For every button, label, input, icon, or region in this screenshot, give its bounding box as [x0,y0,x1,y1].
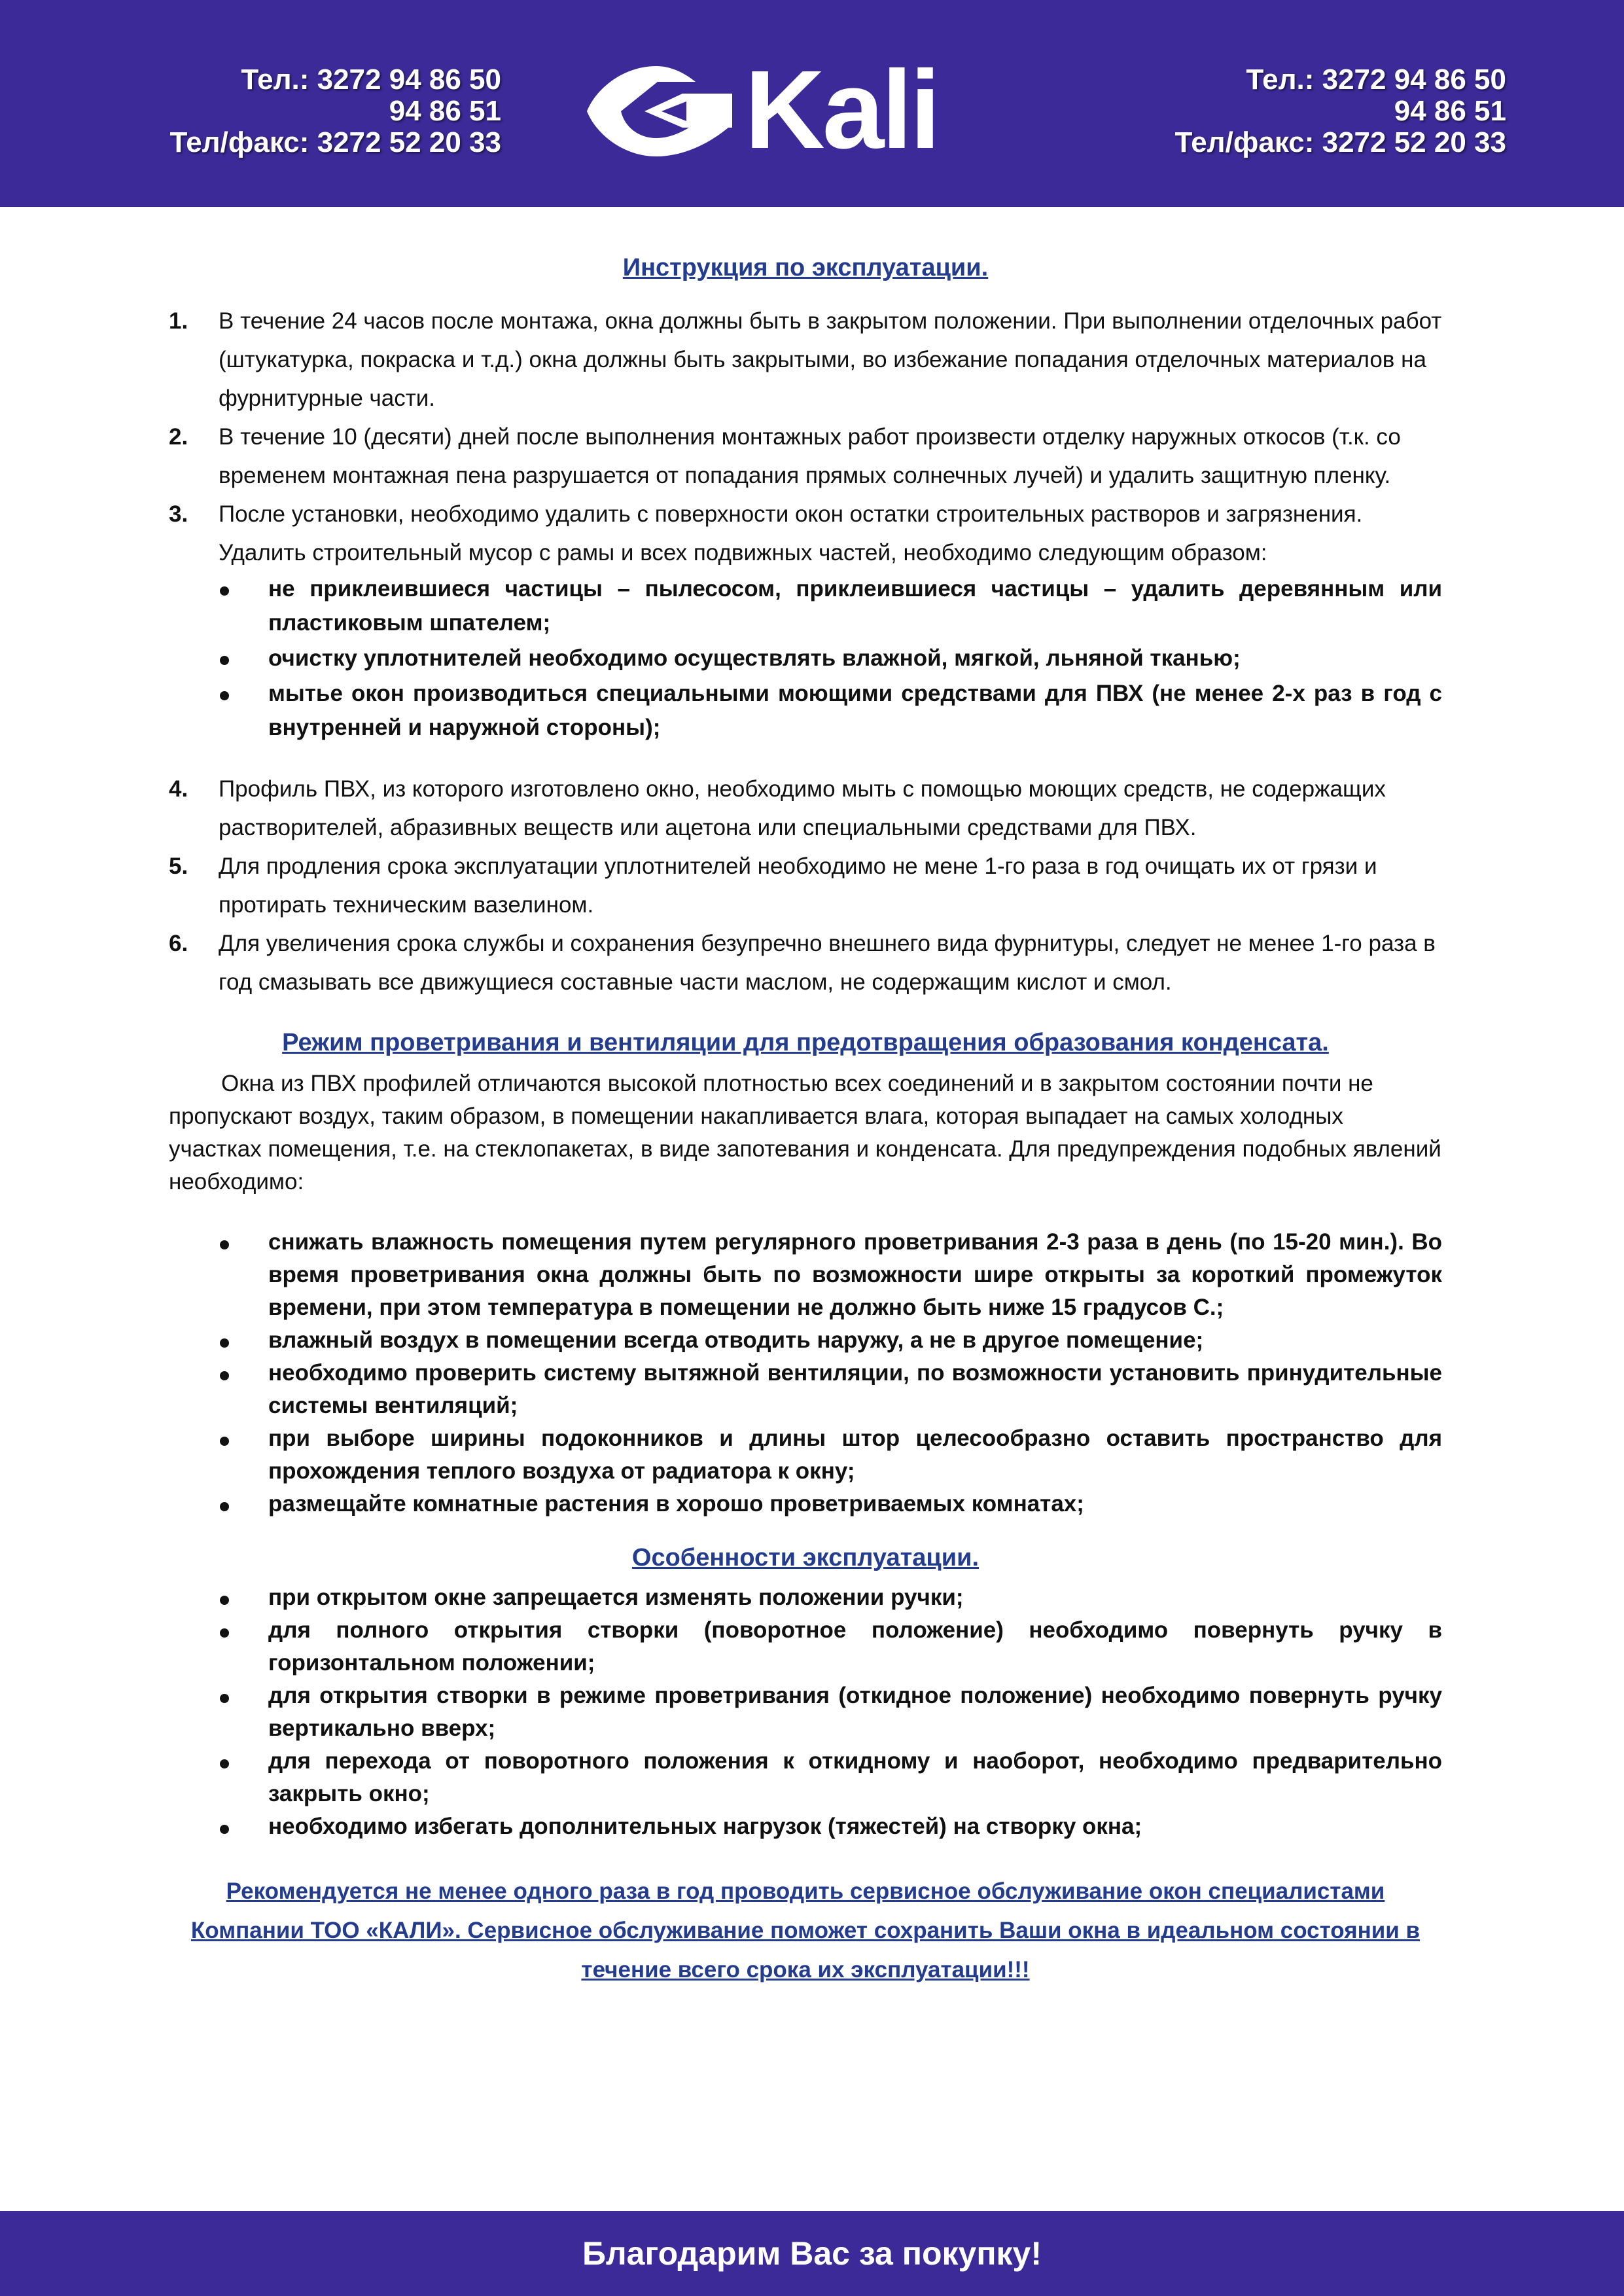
list-item [169,495,1442,572]
section-title-features: Особенности эксплуатации. [631,1544,980,1571]
bullet-item: мытье окон производиться специальными моющими средствами для ПВХ (не менее 2-х раз в год с внутренней и наружной стороны); [169,677,1442,745]
section-title-instructions: Инструкция по эксплуатации. [622,254,989,281]
header-banner [0,0,1624,207]
bullet-item: для перехода от поворотного положения к откидному и наоборот, необходимо предварительно закрыть окно; [169,1745,1442,1810]
numbered-list [169,302,1442,572]
item-number: 6. [169,931,188,956]
cleaning-bullets [169,572,1442,745]
item-text: Для увеличения срока службы и сохранения безупречно внешнего вида фурнитуры, следует не менее 1-го раза в год смазывать все движущиеся составные части маслом, не содержащим кислот и смол. [219,931,1436,995]
ventilation-paragraph: Окна из ПВХ профилей отличаются высокой плотностью всех соединений и в закрытом состоянии почти не пропускают воздух, таким образом, в помещении накапливается влага, которая выпадает на самых холодных участках помещения, т.е. на стеклопакетах, в виде запотевания и конденсата. Для предупреждения подобных явлений необходимо: [169,1071,1441,1194]
bullet-item: необходимо проверить систему вытяжной вентиляции, по возможности установить принудительные системы вентиляций; [169,1357,1442,1422]
numbered-list-continued [169,770,1442,1001]
phone-line: 94 86 51 [1394,95,1506,127]
list-item [169,302,1442,418]
bullet-item: необходимо избегать дополнительных нагрузок (тяжестей) на створку окна; [169,1810,1442,1843]
phone-line: Тел.: 3272 94 86 50 [1246,63,1506,96]
ventilation-bullets [169,1226,1442,1520]
list-item [169,770,1442,847]
kali-logo-mark-icon [584,62,735,160]
fax-line: Тел/факс: 3272 52 20 33 [1174,126,1506,158]
list-item [169,847,1442,924]
bullet-item: размещайте комнатные растения в хорошо проветриваемых комнатах; [169,1488,1442,1520]
list-item [169,924,1442,1001]
document-body [169,249,1442,1990]
item-text: В течение 24 часов после монтажа, окна должны быть в закрытом положении. При выполнении отделочных работ (штукатурка, покраска и т.д.) окна должны быть закрытыми, во избежание попадания отделочных материалов на фурнитурные части. [219,308,1442,411]
list-item [169,418,1442,495]
bullet-item: при выборе ширины подоконников и длины штор целесообразно оставить пространство для прохождения теплого воздуха от радиатора к окну; [169,1422,1442,1488]
phone-line: Тел.: 3272 94 86 50 [241,63,501,96]
features-bullets [169,1581,1442,1843]
item-text: В течение 10 (десяти) дней после выполнения монтажных работ произвести отделку наружных откосов (т.к. со временем монтажная пена разрушается от попадания прямых солнечных лучей) и удалить защитную пленку. [219,424,1401,488]
logo-text: Kali [745,48,938,172]
kali-logo [584,48,977,172]
item-number: 4. [169,776,188,802]
item-number: 1. [169,308,188,334]
bullet-item: при открытом окне запрещается изменять положении ручки; [169,1581,1442,1614]
section-title-ventilation: Режим проветривания и вентиляции для предотвращения образования конденсата. [282,1029,1329,1056]
bullet-item: очистку уплотнителей необходимо осуществлять влажной, мягкой, льняной тканью; [169,641,1442,675]
thank-you-text: Благодарим Вас за покупку! [582,2235,1042,2272]
item-text: Профиль ПВХ, из которого изготовлено окно, необходимо мыть с помощью моющих средств, не содержащих растворителей, абразивных веществ или ацетона или специальными средствами для ПВХ. [219,776,1386,840]
footer-banner [0,2211,1624,2296]
item-number: 5. [169,853,188,879]
phone-line: 94 86 51 [389,95,501,127]
bullet-item: для открытия створки в режиме проветривания (откидное положение) необходимо повернуть ручку вертикально вверх; [169,1679,1442,1745]
service-recommendation: Рекомендуется не менее одного раза в год проводить сервисное обслуживание окон специалистами Компании ТОО «КАЛИ». Сервисное обслуживание поможет сохранить Ваши окна в идеальном состоянии в течение всего срока их эксплуатации!!! [190,1878,1421,1982]
bullet-item: для полного открытия створки (поворотное положение) необходимо повернуть ручку в горизонтальном положении; [169,1614,1442,1679]
item-text: После установки, необходимо удалить с поверхности окон остатки строительных растворов и загрязнения. Удалить строительный мусор с рамы и всех подвижных частей, необходимо следующим образом: [219,501,1363,565]
bullet-item: не приклеившиеся частицы – пылесосом, приклеившиеся частицы – удалить деревянным или пластиковым шпателем; [169,572,1442,640]
item-number: 2. [169,424,188,450]
bullet-item: снижать влажность помещения путем регулярного проветривания 2-3 раза в день (по 15-20 мин.). Во время проветривания окна должны быть по возможности шире открыты за короткий промежуток времени, при этом температура в помещении не должно быть ниже 15 градусов С.; [169,1226,1442,1324]
bullet-item: влажный воздух в помещении всегда отводить наружу, а не в другое помещение; [169,1324,1442,1357]
phones-right [1175,64,1506,158]
phones-left [170,64,501,158]
fax-line: Тел/факс: 3272 52 20 33 [169,126,501,158]
item-text: Для продления срока эксплуатации уплотнителей необходимо не мене 1-го раза в год очищать их от грязи и протирать техническим вазелином. [219,853,1377,918]
item-number: 3. [169,501,188,527]
